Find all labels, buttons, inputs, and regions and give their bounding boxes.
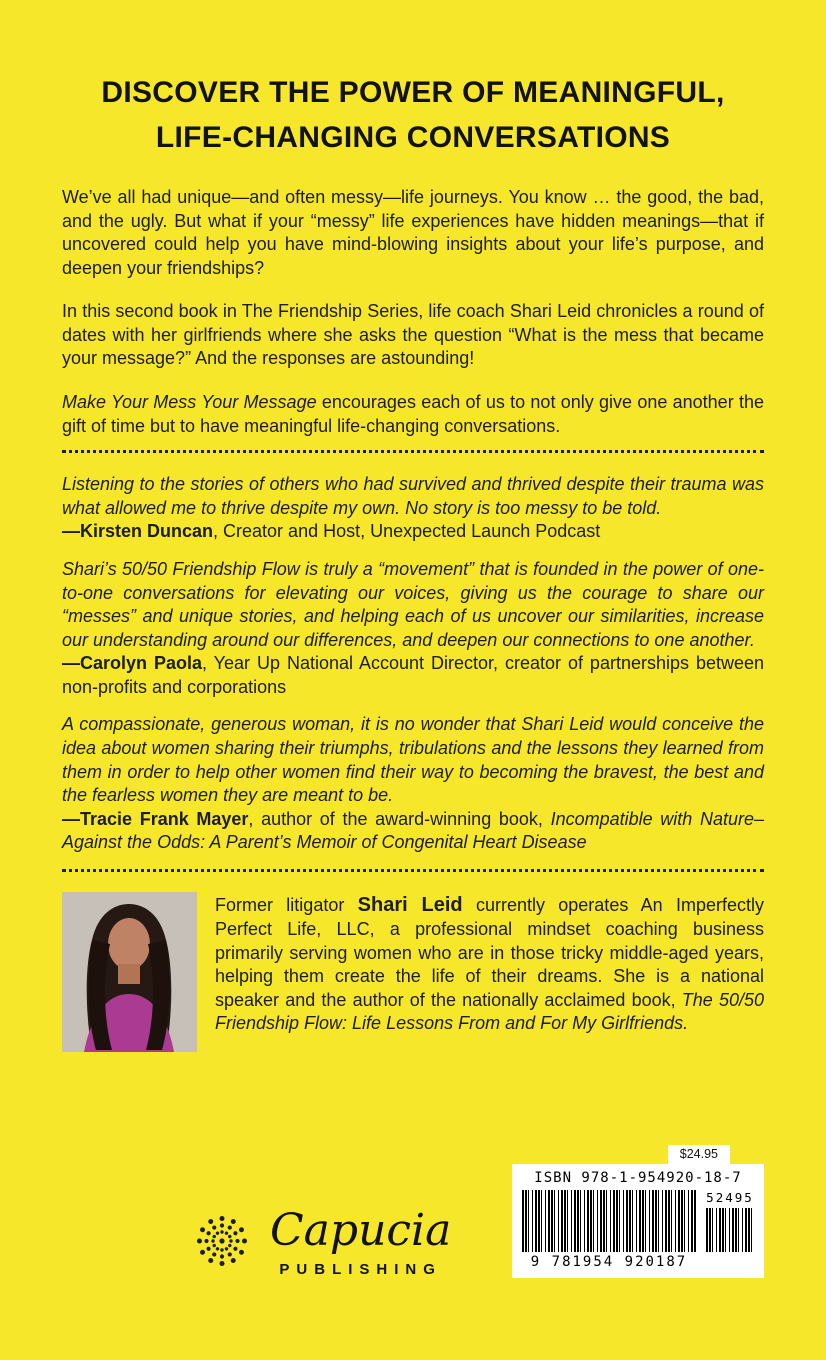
testimonial-3-role: , author of the award-winning book,	[248, 808, 551, 829]
isbn-text: ISBN 978-1-954920-18-7	[534, 1170, 742, 1186]
publisher-tagline: PUBLISHING	[279, 1261, 442, 1278]
author-bio	[215, 892, 764, 1052]
publisher-name: Capucia	[270, 1205, 452, 1256]
testimonial-2-name: —Carolyn Paola	[62, 653, 203, 674]
testimonial-2-attribution	[62, 652, 764, 699]
barcode-main-column	[522, 1190, 696, 1270]
testimonial-1-name: —Kirsten Duncan	[62, 521, 214, 542]
testimonial-3-attribution	[62, 808, 764, 855]
publisher-flower-icon	[190, 1209, 254, 1278]
barcode-addon-column	[706, 1190, 754, 1270]
testimonial-3	[62, 713, 764, 854]
testimonial-1	[62, 473, 764, 544]
headline	[62, 70, 764, 160]
book-title-italic: Make Your Mess Your Message	[62, 392, 317, 413]
author-bio-mid: currently operates An Imperfectly Perfect Life, LLC, a professional mindset coaching business primarily serving women who are in those tricky middle-aged years, helping them create the life of their dreams. She is a national speaker and the author of the nationally acclaimed book,	[215, 894, 764, 1010]
headline-line2: LIFE-CHANGING CONVERSATIONS	[155, 121, 671, 154]
testimonial-3-name: —Tracie Frank Mayer	[62, 808, 249, 829]
barcode-addon-bars	[706, 1208, 754, 1252]
testimonial-3-quote: A compassionate, generous woman, it is no wonder that Shari Leid would conceive the idea about women sharing their triumphs, tribulations and the lessons they learned from them in order to help other women find their way to becoming the bravest, the best and the fearless women they are meant to be.	[62, 714, 764, 806]
dotted-divider-top	[62, 450, 764, 453]
publisher-logo	[190, 1205, 452, 1278]
headline-line1: DISCOVER THE POWER OF MEANINGFUL,	[101, 76, 725, 109]
barcode-block	[512, 1145, 764, 1278]
footer	[62, 1145, 764, 1278]
testimonial-1-quote: Listening to the stories of others who had survived and thrived despite their trauma was what allowed me to thrive despite my own. No story is too messy to be told.	[62, 474, 764, 518]
intro-paragraph-2: In this second book in The Friendship Series, life coach Shari Leid chronicles a round of dates with her girlfriends where she asks the question “What is the mess that became your message?” And the responses are astounding!	[62, 301, 764, 369]
author-photo	[62, 892, 197, 1052]
barcode	[512, 1164, 764, 1278]
author-section	[62, 892, 764, 1052]
intro-paragraph-3	[62, 391, 764, 438]
publisher-text	[270, 1205, 452, 1278]
barcode-bars-row	[522, 1190, 754, 1270]
barcode-bars	[522, 1190, 696, 1252]
author-book-title: The 50/50 Friendship Flow: Life Lessons From and For My Girlfriends.	[215, 989, 765, 1034]
testimonial-2-role: , Year Up National Account Director, creator of partnerships between non-profits and corporations	[62, 653, 764, 697]
intro-paragraph-1: We’ve all had unique—and often messy—life journeys. You know … the good, the bad, and the ugly. But what if your “messy” life experiences have hidden meanings—that if uncovered could help you have mind-blowing insights about your life’s purpose, and deepen your friendships?	[62, 187, 764, 278]
intro-paragraph-3-rest: encourages each of us to not only give one another the gift of time but to have meaningful life-changing conversations.	[62, 392, 764, 436]
dotted-divider-bottom	[62, 869, 764, 872]
testimonial-2-quote: Shari’s 50/50 Friendship Flow is truly a “movement” that is founded in the power of one-to-one conversations for elevating our voices, giving us the courage to share our “messes” and unique stories, and helping each of us uncover our similarities, increase our understanding around our differences, and deepen our connections to one another.	[62, 558, 764, 650]
author-name: Shari Leid	[357, 893, 463, 916]
testimonial-3-book-title: Incompatible with Nature–Against the Odds: A Parent’s Memoir of Congenital Heart Disease	[62, 808, 765, 853]
testimonial-2	[62, 558, 764, 699]
price-tag: $24.95	[668, 1145, 730, 1164]
barcode-addon-number: 52495	[706, 1190, 754, 1205]
author-bio-pre: Former litigator	[215, 894, 358, 915]
barcode-digits: 9 781954 920187	[530, 1254, 688, 1270]
testimonial-1-role: , Creator and Host, Unexpected Launch Podcast	[213, 521, 601, 542]
testimonial-1-attribution	[62, 520, 764, 544]
